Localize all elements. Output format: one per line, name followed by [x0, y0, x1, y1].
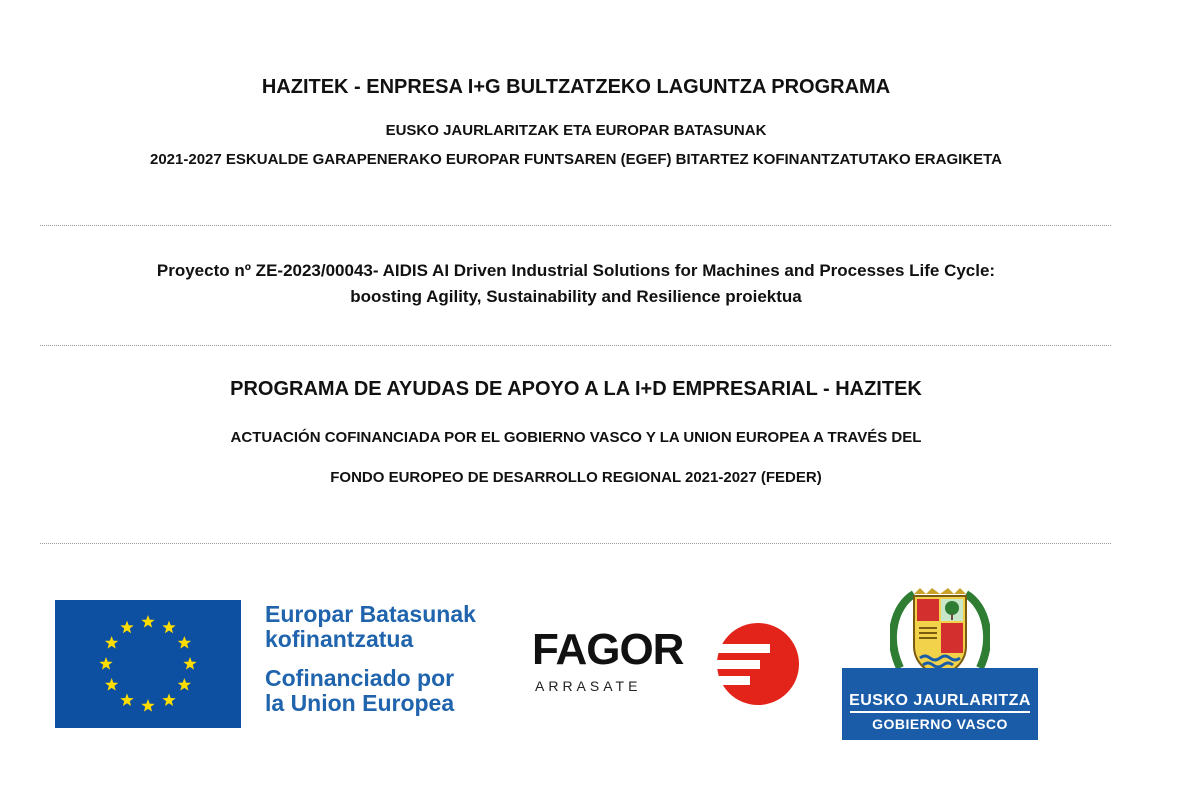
eu-star-icon [178, 678, 191, 691]
divider [40, 345, 1111, 346]
program-line-2: ACTUACIÓN COFINANCIADA POR EL GOBIERNO VASCO Y LA UNION EUROPEA A TRAVÉS DEL [230, 429, 922, 446]
eu-star-icon [141, 615, 154, 628]
ej-line-1: EUSKO JAURLARITZA [849, 692, 1031, 709]
divider [40, 225, 1111, 226]
eu-line-2: kofinantzatua [265, 626, 414, 652]
eu-star-icon [162, 621, 175, 634]
project-line-1: Proyecto nº ZE-2023/00043- AIDIS AI Driven Industrial Solutions for Machines and Processes Life Cycle: [156, 261, 996, 280]
eu-star-icon [162, 693, 175, 706]
eu-line-3: Cofinanciado por [265, 665, 455, 691]
eu-star-icon [120, 621, 133, 634]
eu-flag-logo [55, 600, 241, 728]
eu-line-4: la Union Europea [265, 690, 455, 716]
ej-separator [850, 711, 1030, 713]
eu-star-icon [99, 657, 112, 670]
eusko-jaurlaritza-logo [842, 588, 1038, 740]
program-title: PROGRAMA DE AYUDAS DE APOYO A LA I+D EMPRESARIAL - HAZITEK [230, 378, 922, 400]
fagor-mark-icon [714, 620, 802, 708]
eu-star-icon [141, 699, 154, 712]
header-title: HAZITEK - ENPRESA I+G BULTZATZEKO LAGUNTZA PROGRAMA [261, 76, 891, 98]
ej-line-2: GOBIERNO VASCO [872, 716, 1008, 732]
eu-star-icon [178, 636, 191, 649]
divider [40, 543, 1111, 544]
header-subtitle: EUSKO JAURLARITZAK ETA EUROPAR BATASUNAK [385, 122, 767, 139]
eu-star-icon [105, 636, 118, 649]
eu-line-1: Europar Batasunak [265, 601, 476, 627]
eu-star-icon [120, 693, 133, 706]
fagor-subtitle: ARRASATE [535, 678, 642, 694]
program-line-3: FONDO EUROPEO DE DESARROLLO REGIONAL 2021-2027 (FEDER) [330, 469, 822, 486]
eu-star-icon [183, 657, 196, 670]
eu-stars-icon [55, 600, 241, 728]
eu-cofinancing-text [265, 602, 476, 716]
fagor-name: FAGOR [532, 625, 684, 674]
eu-star-icon [105, 678, 118, 691]
header-operation: 2021-2027 ESKUALDE GARAPENERAKO EUROPAR FUNTSAREN (EGEF) BITARTEZ KOFINANTZATUTAKO ERAGIKETA [150, 151, 1002, 168]
coat-of-arms-icon [890, 588, 990, 680]
project-line-2: boosting Agility, Sustainability and Resilience proiektua [350, 287, 802, 306]
